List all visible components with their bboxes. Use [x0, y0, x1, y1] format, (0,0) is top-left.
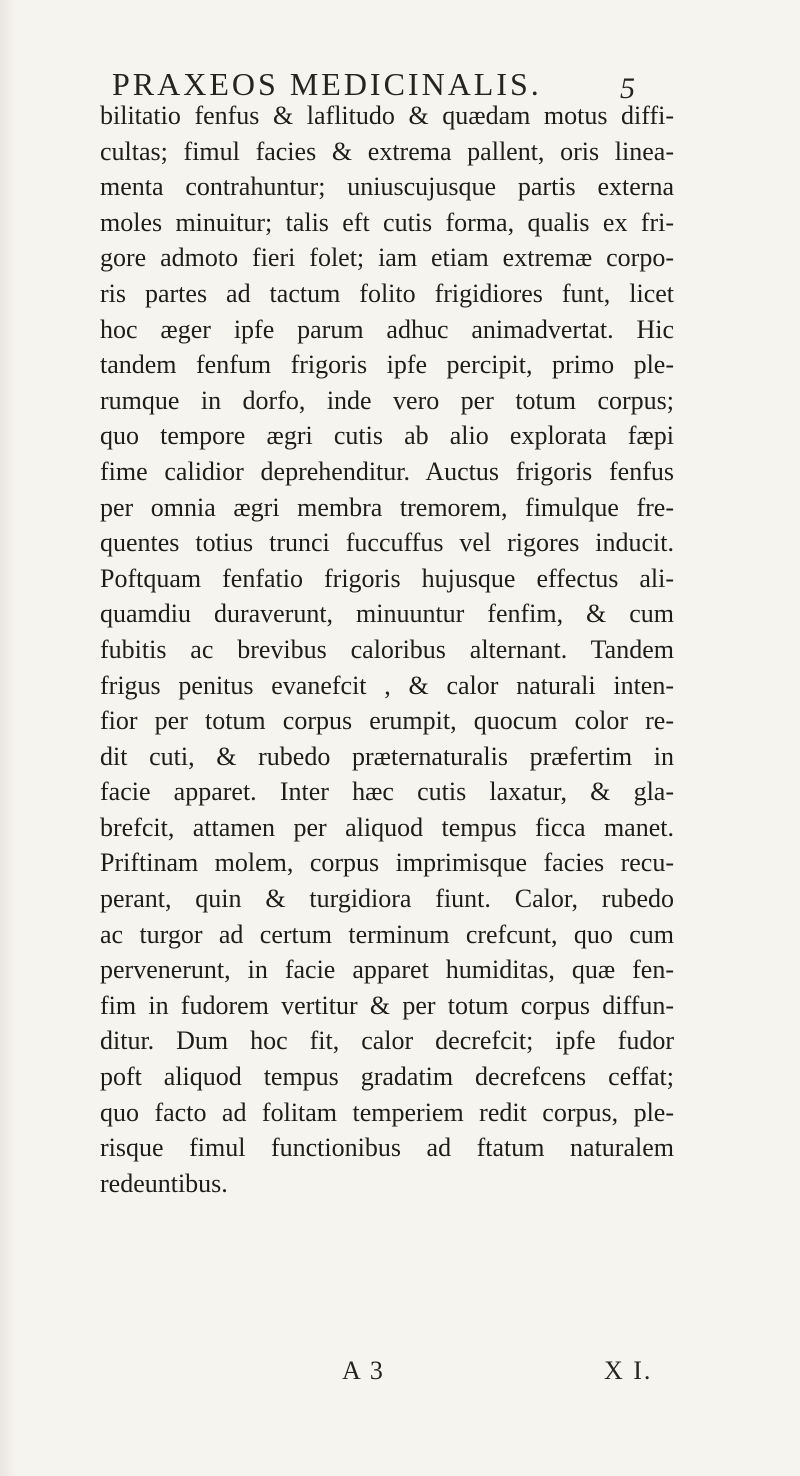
- text-line: Priftinam molem, corpus imprimisque facies recu-: [100, 848, 674, 878]
- text-line: fim in fudorem vertitur & per totum corpus diffun-: [100, 990, 674, 1020]
- signature-mark: A 3: [342, 1356, 385, 1385]
- text-line: rumque in dorfo, inde vero per totum corpus;: [100, 385, 674, 415]
- catchword: X I.: [604, 1356, 653, 1385]
- page-edge-shadow: [0, 0, 16, 1476]
- text-line: menta contrahuntur; uniuscujusque partis externa: [100, 172, 674, 202]
- text-line: facie apparet. Inter hæc cutis laxatur, & gla-: [100, 777, 674, 807]
- text-line: ditur. Dum hoc fit, calor decrefcit; ipfe fudor: [100, 1026, 674, 1056]
- text-line: cultas; fimul facies & extrema pallent, oris linea-: [100, 136, 674, 166]
- text-line: frigus penitus evanefcit , & calor naturali inten-: [100, 670, 674, 700]
- page-number: 5: [620, 72, 635, 105]
- text-line: fior per totum corpus erumpit, quocum color re-: [100, 706, 674, 736]
- text-line: ris partes ad tactum folito frigidiores funt, licet: [100, 278, 674, 308]
- body-text: [100, 98, 674, 1201]
- text-line: bilitatio fenfus & laflitudo & quædam motus diffi-: [100, 101, 674, 130]
- running-title: PRAXEOS MEDICINALIS.: [112, 66, 542, 102]
- text-line: perant, quin & turgidiora fiunt. Calor, rubedo: [100, 884, 674, 914]
- text-line: quo tempore ægri cutis ab alio explorata fæpi: [100, 421, 674, 451]
- text-line: moles minuitur; talis eft cutis forma, qualis ex fri-: [100, 207, 674, 237]
- text-line: brefcit, attamen per aliquod tempus ficca manet.: [100, 812, 674, 842]
- text-line: quentes totius trunci fuccuffus vel rigores inducit.: [100, 528, 674, 558]
- text-line: fubitis ac brevibus caloribus alternant. Tandem: [100, 634, 674, 664]
- text-line: per omnia ægri membra tremorem, fimulque fre-: [100, 492, 674, 522]
- text-line-final: redeuntibus.: [100, 1168, 228, 1198]
- text-line: Poftquam fenfatio frigoris hujusque effectus ali-: [100, 563, 674, 593]
- text-line: fime calidior deprehenditur. Auctus frigoris fenfus: [100, 456, 674, 486]
- text-line: dit cuti, & rubedo præternaturalis præfertim in: [100, 741, 674, 771]
- text-line: gore admoto fieri folet; iam etiam extremæ corpo-: [100, 243, 674, 273]
- text-line: ac turgor ad certum terminum crefcunt, quo cum: [100, 919, 674, 949]
- text-line: hoc æger ipfe parum adhuc animadvertat. Hic: [100, 314, 674, 344]
- text-line: poft aliquod tempus gradatim decrefcens ceffat;: [100, 1062, 674, 1092]
- text-line: quamdiu duraverunt, minuuntur fenfim, & cum: [100, 599, 674, 629]
- text-line: pervenerunt, in facie apparet humiditas, quæ fen-: [100, 955, 674, 985]
- text-line: quo facto ad folitam temperiem redit corpus, ple-: [100, 1097, 674, 1127]
- text-line: risque fimul functionibus ad ftatum naturalem: [100, 1133, 674, 1163]
- text-line: tandem fenfum frigoris ipfe percipit, primo ple-: [100, 350, 674, 380]
